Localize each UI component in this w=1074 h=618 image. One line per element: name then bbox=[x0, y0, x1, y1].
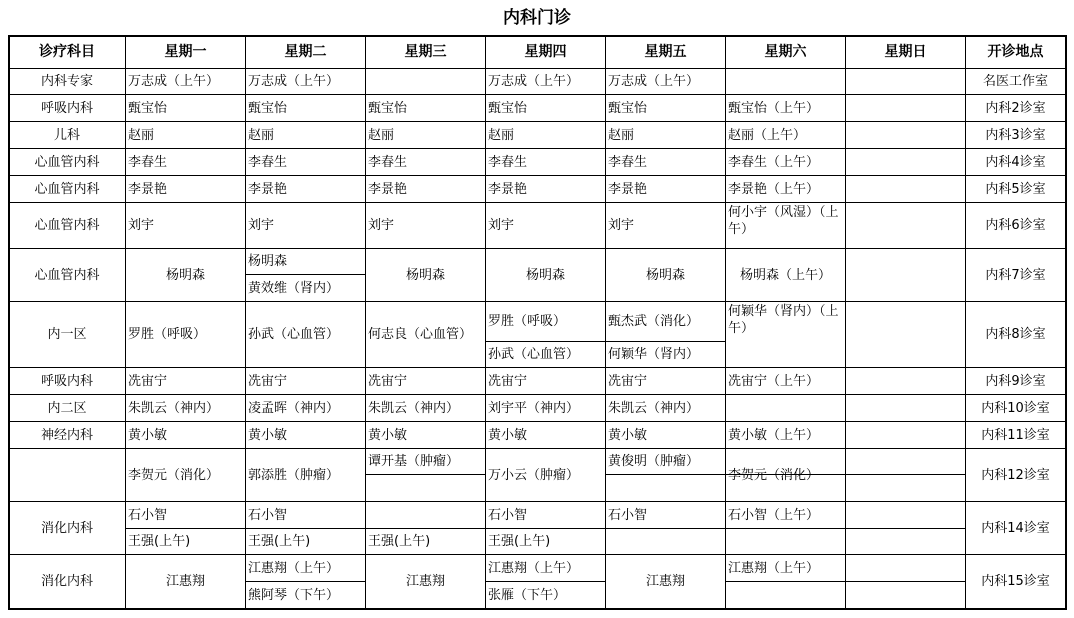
table-cell bbox=[846, 95, 965, 121]
table-cell bbox=[846, 176, 965, 202]
grid-line bbox=[365, 474, 485, 475]
table-cell: 江惠翔（上午） bbox=[488, 560, 580, 576]
table-cell: 刘宇 bbox=[368, 218, 395, 233]
table-cell: 江惠翔 bbox=[405, 574, 445, 589]
dept-cell: 呼吸内科 bbox=[40, 373, 93, 389]
location-cell: 名医工作室 bbox=[982, 74, 1048, 89]
grid-line bbox=[725, 528, 845, 529]
location-cell: 内科3诊室 bbox=[985, 127, 1046, 143]
header-0: 诊疗科目 bbox=[39, 43, 95, 60]
location-cell: 内科8诊室 bbox=[985, 327, 1046, 342]
table-cell: 李春生 bbox=[128, 154, 168, 170]
table-cell: 江惠翔 bbox=[165, 574, 205, 589]
table-cell: 冼宙宁 bbox=[368, 373, 408, 389]
table-cell: 刘宇 bbox=[248, 218, 275, 233]
table-cell: 万志成（上午） bbox=[608, 74, 700, 89]
table-cell: 李景艳 bbox=[488, 181, 528, 197]
table-cell: 李贺元（消化） bbox=[728, 467, 820, 483]
table-cell: 石小智（上午） bbox=[728, 507, 820, 523]
grid-line bbox=[845, 528, 965, 529]
location-cell: 内科2诊室 bbox=[985, 100, 1046, 116]
location-cell: 内科6诊室 bbox=[985, 218, 1046, 233]
table-cell: 刘宇平（神内） bbox=[488, 400, 580, 416]
header-1: 星期一 bbox=[164, 43, 207, 60]
table-cell: 孙武（心血管） bbox=[488, 347, 580, 362]
table-cell: 刘宇 bbox=[128, 218, 155, 233]
table-cell bbox=[846, 395, 965, 421]
table-cell: 杨明森 bbox=[645, 267, 685, 283]
table-cell: 甄杰武（消化） bbox=[608, 314, 700, 329]
table-cell: 罗胜（呼吸） bbox=[488, 314, 567, 329]
grid-line bbox=[725, 581, 845, 582]
table-cell: 黄俊明（肿瘤） bbox=[608, 454, 700, 469]
table-cell: 孙武（心血管） bbox=[248, 327, 340, 342]
table-cell: 江惠翔（上午） bbox=[728, 560, 820, 576]
table-cell: 冼宙宁 bbox=[608, 373, 648, 389]
grid-line bbox=[845, 474, 965, 475]
location-cell: 内科9诊室 bbox=[985, 373, 1046, 389]
table-cell: 赵丽 bbox=[128, 127, 155, 143]
header-6: 星期六 bbox=[764, 43, 807, 60]
table-cell bbox=[846, 122, 965, 148]
table-cell: 赵丽（上午） bbox=[728, 127, 807, 143]
header-8: 开诊地点 bbox=[987, 43, 1044, 60]
header-4: 星期四 bbox=[524, 43, 567, 60]
table-cell: 李贺元（消化） bbox=[128, 467, 220, 483]
table-cell: 李春生 bbox=[248, 154, 288, 170]
location-cell: 内科14诊室 bbox=[981, 520, 1050, 536]
table-cell: 李春生 bbox=[368, 154, 408, 170]
table-cell: 杨明森（上午） bbox=[739, 267, 831, 283]
table-cell: 凌孟晖（神内） bbox=[248, 400, 340, 416]
dept-cell: 内二区 bbox=[47, 400, 87, 416]
location-cell: 内科7诊室 bbox=[985, 267, 1046, 283]
dept-cell: 心血管内科 bbox=[34, 181, 100, 197]
table-cell: 李景艳 bbox=[248, 181, 288, 197]
table-cell: 刘宇 bbox=[608, 218, 635, 233]
table-cell: 万志成（上午） bbox=[488, 74, 580, 89]
table-cell: 王强(上午) bbox=[368, 534, 431, 549]
table-cell: 郭添胜（肿瘤） bbox=[248, 467, 340, 483]
dept-cell: 心血管内科 bbox=[34, 154, 100, 170]
location-cell: 内科10诊室 bbox=[981, 400, 1050, 416]
dept-cell: 消化内科 bbox=[40, 520, 93, 536]
table-cell: 冼宙宁 bbox=[248, 373, 288, 389]
table-cell: 甄宝怡 bbox=[128, 100, 168, 116]
table-cell bbox=[846, 422, 965, 448]
table-cell: 石小智 bbox=[248, 507, 288, 523]
table-cell: 甄宝怡 bbox=[488, 100, 528, 116]
table-cell: 石小智 bbox=[128, 507, 168, 523]
table-cell: 冼宙宁 bbox=[488, 373, 528, 389]
table-title: 内科门诊 bbox=[503, 8, 571, 28]
table-cell: 万志成（上午） bbox=[248, 74, 340, 89]
table-cell: 甄宝怡 bbox=[368, 100, 408, 116]
dept-cell: 神经内科 bbox=[40, 427, 93, 443]
location-cell: 内科4诊室 bbox=[985, 154, 1046, 170]
table-cell: 赵丽 bbox=[488, 127, 515, 143]
table-cell bbox=[846, 368, 965, 394]
table-cell: 赵丽 bbox=[248, 127, 275, 143]
table-cell: 黄小敏 bbox=[248, 427, 288, 443]
grid-line bbox=[605, 528, 725, 529]
table-cell: 冼宙宁（上午） bbox=[728, 373, 820, 389]
table-cell: 李景艳 bbox=[128, 181, 168, 197]
table-cell: 黄小敏 bbox=[488, 427, 528, 443]
table-cell: 何志良（心血管） bbox=[368, 327, 473, 342]
table-cell: 王强(上午) bbox=[488, 534, 551, 549]
table-cell: 何颖华（肾内）（上午） bbox=[728, 304, 839, 336]
table-cell: 甄宝怡 bbox=[248, 100, 288, 116]
dept-cell: 呼吸内科 bbox=[40, 100, 93, 116]
table-cell: 黄小敏 bbox=[368, 427, 408, 443]
table-cell: 罗胜（呼吸） bbox=[128, 327, 207, 342]
dept-cell: 儿科 bbox=[53, 127, 80, 143]
table-cell: 万志成（上午） bbox=[128, 74, 220, 89]
table-cell: 甄宝怡（上午） bbox=[728, 100, 820, 116]
table-cell: 李春生 bbox=[488, 154, 528, 170]
table-cell: 刘宇 bbox=[488, 218, 515, 233]
table-cell bbox=[366, 69, 485, 94]
grid-line bbox=[845, 581, 965, 582]
table-cell: 李春生（上午） bbox=[728, 154, 820, 170]
table-cell: 朱凯云（神内） bbox=[368, 400, 460, 416]
location-cell: 内科11诊室 bbox=[981, 427, 1050, 443]
table-cell: 朱凯云（神内） bbox=[608, 400, 700, 416]
dept-cell: 心血管内科 bbox=[34, 267, 100, 283]
table-cell: 甄宝怡 bbox=[608, 100, 648, 116]
header-5: 星期五 bbox=[644, 43, 687, 60]
table-cell bbox=[846, 203, 965, 248]
location-cell: 内科15诊室 bbox=[981, 574, 1050, 589]
table-cell: 李景艳（上午） bbox=[728, 181, 820, 197]
table-cell bbox=[726, 69, 845, 94]
table-cell: 李景艳 bbox=[608, 181, 648, 197]
table-cell: 赵丽 bbox=[608, 127, 635, 143]
table-cell: 赵丽 bbox=[368, 127, 395, 143]
dept-cell: 内一区 bbox=[47, 327, 87, 342]
table-cell: 张雁（下午） bbox=[488, 587, 567, 603]
table-cell: 江惠翔 bbox=[645, 574, 685, 589]
table-cell: 江惠翔（上午） bbox=[248, 560, 340, 576]
location-cell: 内科12诊室 bbox=[981, 467, 1050, 483]
table-cell: 黄小敏（上午） bbox=[728, 427, 820, 443]
table-cell: 冼宙宁 bbox=[128, 373, 168, 389]
table-cell bbox=[846, 149, 965, 175]
table-cell: 黄小敏 bbox=[608, 427, 648, 443]
location-cell: 内科5诊室 bbox=[985, 181, 1046, 197]
dept-cell: 消化内科 bbox=[40, 574, 93, 589]
table-cell: 谭开基（肿瘤） bbox=[368, 454, 460, 469]
table-cell: 熊阿琴（下午） bbox=[248, 587, 340, 603]
table-cell: 王强(上午) bbox=[248, 534, 311, 549]
header-3: 星期三 bbox=[404, 43, 447, 60]
table-cell: 朱凯云（神内） bbox=[128, 400, 220, 416]
table-cell: 杨明森 bbox=[248, 254, 288, 269]
table-cell: 杨明森 bbox=[165, 267, 205, 283]
dept-cell: 心血管内科 bbox=[34, 218, 100, 233]
table-cell: 王强(上午) bbox=[128, 534, 191, 549]
header-7: 星期日 bbox=[884, 43, 927, 60]
dept-cell: 内科专家 bbox=[40, 74, 93, 89]
table-cell: 杨明森 bbox=[405, 267, 445, 283]
table-cell: 李景艳 bbox=[368, 181, 408, 197]
table-cell: 杨明森 bbox=[525, 267, 565, 283]
table-cell: 何小宇（风湿）（上午） bbox=[728, 205, 839, 237]
table-cell: 万小云（肿瘤） bbox=[488, 467, 580, 483]
table-cell: 黄效维（肾内） bbox=[248, 280, 340, 296]
table-cell: 石小智 bbox=[608, 507, 648, 523]
table-cell: 石小智 bbox=[488, 507, 528, 523]
table-cell: 黄小敏 bbox=[128, 427, 168, 443]
table-cell bbox=[726, 395, 845, 421]
grid-line bbox=[8, 608, 1067, 610]
grid-line bbox=[605, 474, 725, 475]
table-cell: 李春生 bbox=[608, 154, 648, 170]
header-2: 星期二 bbox=[284, 43, 327, 60]
table-cell bbox=[846, 69, 965, 94]
table-cell: 何颖华（肾内） bbox=[608, 347, 700, 362]
dept-cell bbox=[9, 449, 125, 501]
